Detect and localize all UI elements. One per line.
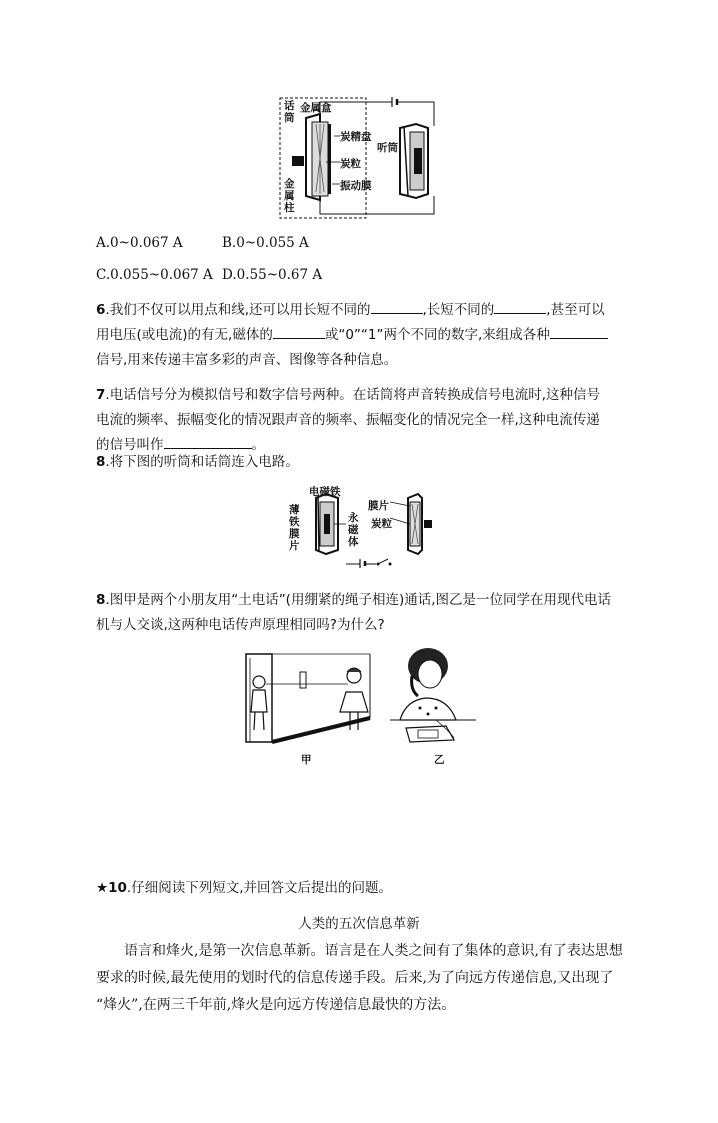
q8b-line2: 机与人交谈,这两种电话传声原理相同吗?为什么? <box>96 617 385 633</box>
label-electromagnet: 电磁铁 <box>309 486 341 498</box>
q10-text: ★10.仔细阅读下列短文,并回答文后提出的问题。 <box>96 880 392 896</box>
label-metal-rod: 金属柱 <box>284 178 295 214</box>
label-vibration-film: 振动膜 <box>340 180 372 192</box>
q8b-line1: 8.图甲是两个小朋友用“土电话”(用绷紧的绳子相连)通话,图乙是一位同学在用现代电话 <box>96 592 612 608</box>
label-film: 膜片 <box>368 500 389 512</box>
q6-line1: 6.我们不仅可以用点和线,还可以用长短不同的 ,长短不同的 ,甚至可以 <box>96 298 605 323</box>
label-thin-iron-film: 薄铁膜片 <box>289 504 300 552</box>
figure-phones <box>240 646 480 746</box>
article-title: 人类的五次信息革新 <box>298 916 420 932</box>
q7-line3: 的信号叫作 。 <box>96 433 265 458</box>
label-carbon-grain-2: 炭粒 <box>371 518 392 530</box>
q6-blank-3[interactable] <box>273 324 325 339</box>
q6-blank-1[interactable] <box>371 299 423 314</box>
option-c: C.0.055~0.067 A <box>96 267 213 283</box>
q6-number: 6 <box>96 302 106 318</box>
q8a-text: 8.将下图的听筒和话筒连入电路。 <box>96 454 299 470</box>
label-carbon-plate: 炭精盘 <box>340 131 372 143</box>
q7-line2: 电流的频率、振幅变化的情况跟声音的频率、振幅变化的情况完全一样,这种电流传递 <box>96 412 600 428</box>
article-p1-line2: 要求的时候,最先使用的划时代的信息传递手段。后来,为了向远方传递信息,又出现了 <box>96 970 614 986</box>
q8b-number: 8 <box>96 592 106 608</box>
label-permanent-magnet: 永磁体 <box>348 512 359 548</box>
q7-line1: 7.电话信号分为模拟信号和数字信号两种。在话筒将声音转换成信号电流时,这种信号 <box>96 387 600 403</box>
label-yi: 乙 <box>434 754 445 766</box>
q6-blank-4[interactable] <box>550 324 608 339</box>
q6-line2: 用电压(或电流)的有无,磁体的 或“0”“1”两个不同的数字,来组成各种 <box>96 323 608 348</box>
option-a: A.0~0.067 A <box>96 235 183 251</box>
q6-line3: 信号,用来传递丰富多彩的声音、图像等各种信息。 <box>96 352 398 368</box>
option-b: B.0~0.055 A <box>222 235 309 251</box>
q10-number: 10 <box>108 880 127 896</box>
star-icon: ★ <box>96 880 109 896</box>
label-mic: 话筒 <box>284 100 295 124</box>
q8a-number: 8 <box>96 454 106 470</box>
q6-blank-2[interactable] <box>494 299 546 314</box>
label-metal-box: 金属盒 <box>300 102 332 114</box>
label-jia: 甲 <box>301 754 312 766</box>
article-p1-line3: “烽火”,在两三千年前,烽火是向远方传递信息最快的方法。 <box>96 997 456 1013</box>
label-receiver: 听筒 <box>377 142 398 154</box>
label-carbon-grain: 炭粒 <box>340 158 361 170</box>
article-p1-line1: 语言和烽火,是第一次信息革新。语言是在人类之间有了集体的意识,有了表达思想 <box>124 943 623 959</box>
q7-number: 7 <box>96 387 106 403</box>
phones-illustration <box>240 646 480 746</box>
q7-blank[interactable] <box>164 434 252 449</box>
option-d: D.0.55~0.67 A <box>222 267 323 283</box>
